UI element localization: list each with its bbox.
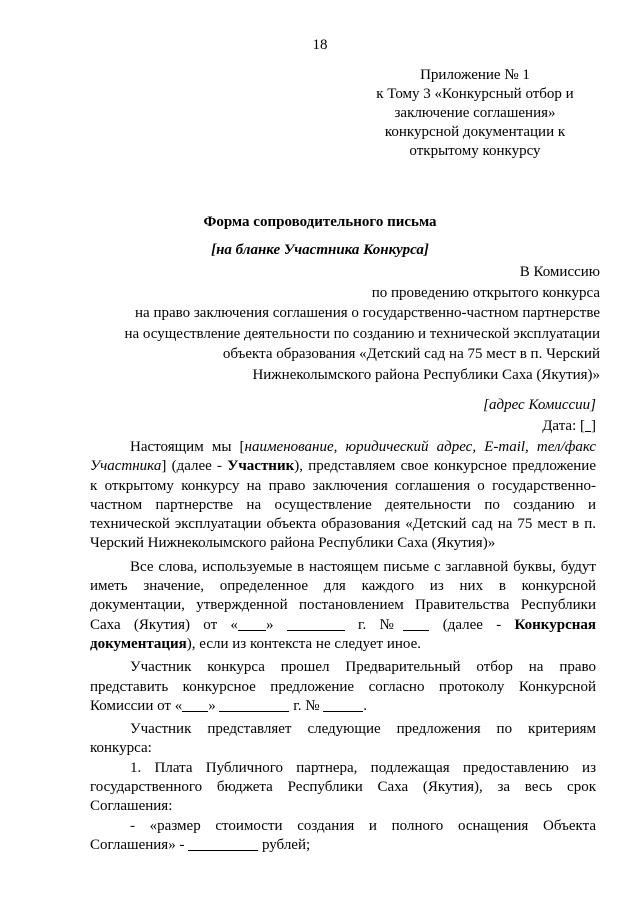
month-blank[interactable] [219, 697, 289, 712]
appendix-line: заключение соглашения» [394, 105, 556, 121]
recipient-block [40, 262, 600, 385]
number-blank[interactable] [323, 697, 363, 712]
paragraph-proposals: Участник представляет следующие предложения по критериям конкурса: [90, 721, 596, 757]
appendix-line: Приложение № 1 [420, 67, 530, 83]
paragraph-cost: - «размер стоимости создания и полного оснащения Объекта Соглашения» - рублей; [90, 817, 596, 853]
recipient-line: по проведению открытого конкурса [371, 284, 600, 301]
amount-blank[interactable] [188, 836, 258, 851]
paragraph-intro: Настоящим мы [наименование, юридический адрес, E-mail, тел/факс Участника] (далее - Участник), представляем свое конкурсное предложение к открытому конкурсу на право заключения соглашения о государственно-частном партнерстве на осуществление деятельности по созданию и технической эксплуатации объекта образования «Детский сад на 75 мест в п. Черский Нижнеколымского района Республики Саха (Якутия)» [90, 439, 596, 552]
month-blank[interactable] [287, 616, 345, 631]
date-end: ] [591, 418, 596, 434]
letter-body [90, 438, 596, 855]
recipient-line: на право заключения соглашения о государственно-частном партнерстве [135, 305, 600, 321]
date-line [40, 417, 596, 436]
appendix-line: к Тому 3 «Конкурсный отбор и [376, 86, 574, 102]
appendix-line: открытому конкурсу [409, 143, 541, 159]
document-subtitle: [на бланке Участника Конкурса] [211, 242, 429, 258]
appendix-header [340, 66, 610, 161]
document-title: Форма сопроводительного письма [203, 214, 437, 230]
commission-address: [адрес Комиссии] [483, 397, 596, 413]
paragraph-definitions: Все слова, используемые в настоящем письме с заглавной буквы, будут иметь значение, определенное для каждого из них в конкурсной документации, утвержденной постановлением Правительства Республики Саха (Якутия) от « » г. № (далее - Конкурсная документация), если из контекста не следует иное. [90, 558, 596, 652]
paragraph-criterion-1: 1. Плата Публичного партнера, подлежащая предоставлению из государственного бюджета Республики Саха (Якутия), за весь срок Соглашения: [90, 759, 596, 815]
appendix-line: конкурсной документации к [384, 124, 566, 140]
day-blank[interactable] [182, 697, 208, 712]
page-number: 18 [312, 37, 328, 53]
day-blank[interactable] [238, 616, 266, 631]
recipient-line: объекта образования «Детский сад на 75 мест в п. Черский [222, 346, 600, 362]
recipient-line: на осуществление деятельности по созданию и технической эксплуатации [124, 325, 600, 342]
date-label: Дата: [ [542, 418, 585, 434]
recipient-line: В Комиссию [519, 264, 600, 280]
recipient-line: Нижнеколымского района Республики Саха (Якутия)» [252, 366, 600, 383]
number-blank[interactable] [403, 616, 429, 631]
paragraph-preselection: Участник конкурса прошел Предварительный отбор на право представить конкурсное предложение согласно протоколу Конкурсной Комиссии от « » г. № . [90, 659, 596, 714]
